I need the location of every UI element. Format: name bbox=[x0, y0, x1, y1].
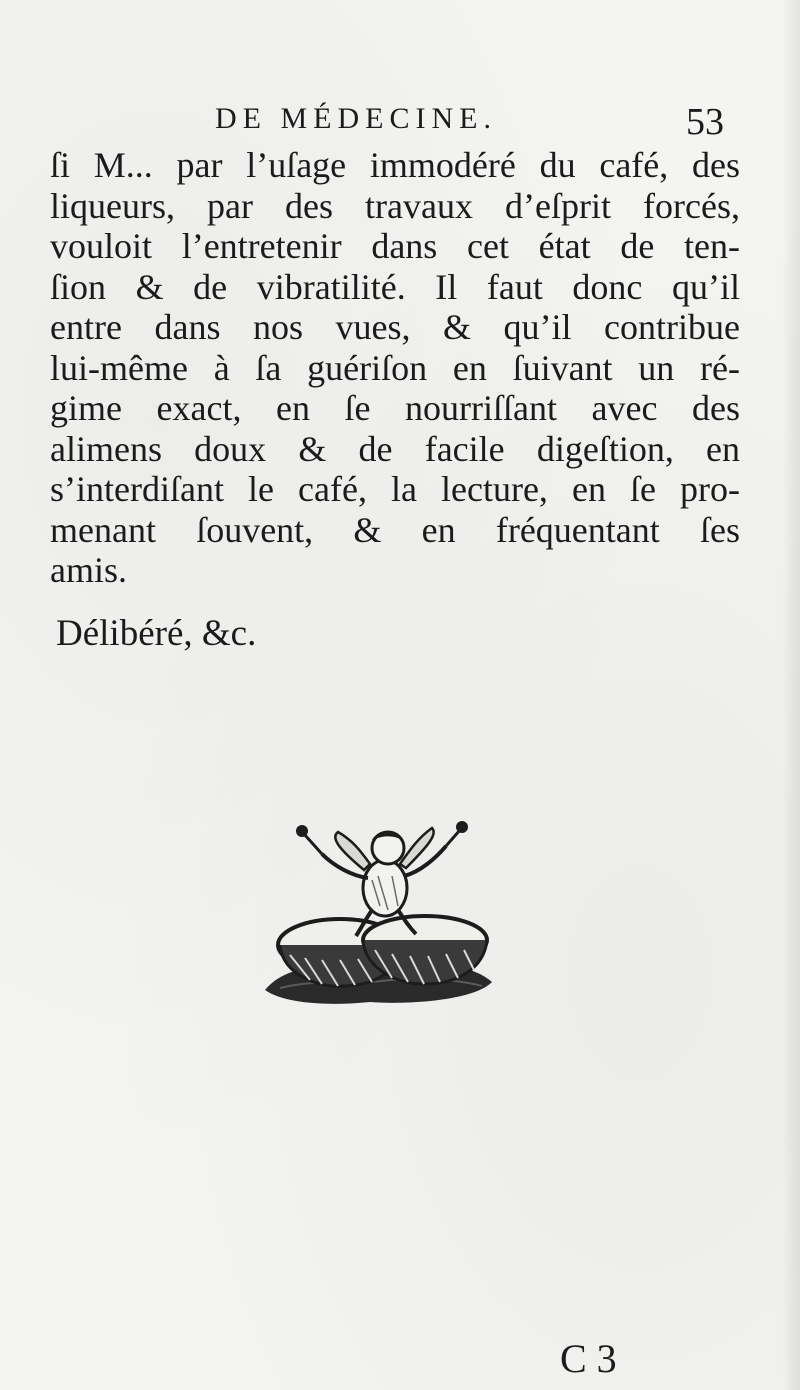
page-edge-shadow bbox=[782, 0, 800, 1390]
text-line: alimens doux & de facile digeſtion, en bbox=[50, 428, 740, 469]
text-line: liqueurs, par des travaux d’eſprit forcés, bbox=[50, 185, 740, 226]
text-line: lui-même à ſa guériſon en ſuivant un ré- bbox=[50, 347, 740, 388]
body-paragraph bbox=[50, 145, 740, 591]
text-line: gime exact, en ſe nourriſſant avec des bbox=[50, 388, 740, 428]
page-number: 53 bbox=[686, 101, 724, 143]
text-line: vouloit l’entretenir dans cet état de ten- bbox=[50, 226, 740, 266]
text-line: s’interdiſant le café, la lecture, en ſe pro- bbox=[50, 469, 740, 509]
text-line: ſion & de vibratilité. Il faut donc qu’il bbox=[50, 266, 740, 307]
page-header bbox=[0, 96, 800, 146]
running-head: DE MÉDECINE. bbox=[215, 102, 497, 135]
text-line: menant ſouvent, & en fréquentant ſes bbox=[50, 509, 740, 550]
text-line: entre dans nos vues, & qu’il contribue bbox=[50, 307, 740, 347]
printer-signature-mark: C 3 bbox=[560, 1336, 617, 1381]
signoff-text: Délibéré, &c. bbox=[56, 613, 257, 654]
text-line: amis. bbox=[50, 550, 127, 590]
cherub-with-drums-vignette bbox=[260, 810, 500, 1010]
text-line: ſi M... par l’uſage immodéré du café, des bbox=[50, 145, 740, 185]
